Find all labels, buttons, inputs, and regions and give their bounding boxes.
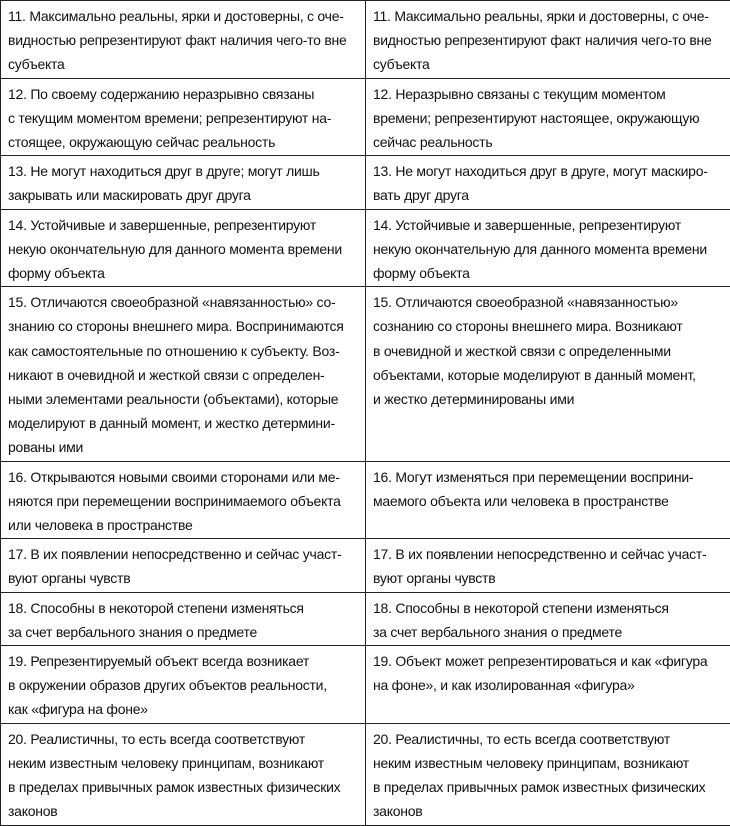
table-row [1, 592, 730, 645]
table-cell-right: 18. Способны в некоторой степени изменяться за счет вербального знания о предмете [366, 592, 730, 645]
table-row [1, 1, 730, 79]
table-row [1, 78, 730, 156]
table-cell-right: 15. Отличаются своеобразной «навязанностью» сознанию со стороны внешнего мира. Возникают в очевидной и жесткой связи с определенными объектами, которые моделируют в данный момент, и жестко детерминированы ими [366, 287, 730, 461]
table-cell-left: 18. Способны в некоторой степени изменяться за счет вербального знания о предмете [1, 592, 366, 645]
table-row [1, 287, 730, 461]
table-cell-left: 14. Устойчивые и завершенные, репрезентируют некую окончательную для данного момента времени форму объекта [1, 209, 366, 287]
table-cell-left: 20. Реалистичны, то есть всегда соответствуют неким известным человеку принципам, возникают в пределах привычных рамок известных физических законов [1, 723, 366, 825]
table-cell-right: 12. Неразрывно связаны с текущим моментом времени; репрезентируют настоящее, окружающую сейчас реальность [366, 78, 730, 156]
table-row [1, 209, 730, 287]
table-cell-right: 14. Устойчивые и завершенные, репрезентируют некую окончательную для данного момента времени форму объекта [366, 209, 730, 287]
table-cell-right: 17. В их появлении непосредственно и сейчас участ- вуют органы чувств [366, 539, 730, 592]
table-row [1, 723, 730, 825]
table-cell-left: 19. Репрезентируемый объект всегда возникает в окружении образов других объектов реальности, как «фигура на фоне» [1, 646, 366, 724]
table-cell-right: 13. Не могут находиться друг в друге, могут маскиро- вать друг друга [366, 156, 730, 209]
table-row [1, 539, 730, 592]
table-cell-left: 11. Максимально реальны, ярки и достоверны, с оче- видностью репрезентируют факт наличия чего-то вне субъекта [1, 1, 366, 79]
table-cell-left: 12. По своему содержанию неразрывно связаны с текущим моментом времени; репрезентируют на- стоящее, окружающую сейчас реальность [1, 78, 366, 156]
table-cell-right: 20. Реалистичны, то есть всегда соответствуют неким известным человеку принципам, возникают в пределах привычных рамок известных физических законов [366, 723, 730, 825]
table-cell-left: 13. Не могут находиться друг в друге; могут лишь закрывать или маскировать друг друга [1, 156, 366, 209]
table-cell-right: 16. Могут изменяться при перемещении восприни- маемого объекта или человека в пространстве [366, 461, 730, 539]
table-row [1, 646, 730, 724]
table-row [1, 461, 730, 539]
table-cell-right: 11. Максимально реальны, ярки и достоверны, с оче- видностью репрезентируют факт наличия чего-то вне субъекта [366, 1, 730, 79]
table-cell-left: 17. В их появлении непосредственно и сейчас участ- вуют органы чувств [1, 539, 366, 592]
table-cell-left: 15. Отличаются своеобразной «навязанностью» со- знанию со стороны внешнего мира. Воспринимаются как самостоятельные по отношению к субъекту. Воз- никают в очевидной и жесткой связи с определен- ными элементами реальности (объектами), которые моделируют в данный момент, и жестко детермини- рованы ими [1, 287, 366, 461]
table-row [1, 156, 730, 209]
table-cell-right: 19. Объект может репрезентироваться и как «фигура на фоне», и как изолированная «фигура» [366, 646, 730, 724]
table-cell-left: 16. Открываются новыми своими сторонами или ме- няются при перемещении воспринимаемого объекта или человека в пространстве [1, 461, 366, 539]
